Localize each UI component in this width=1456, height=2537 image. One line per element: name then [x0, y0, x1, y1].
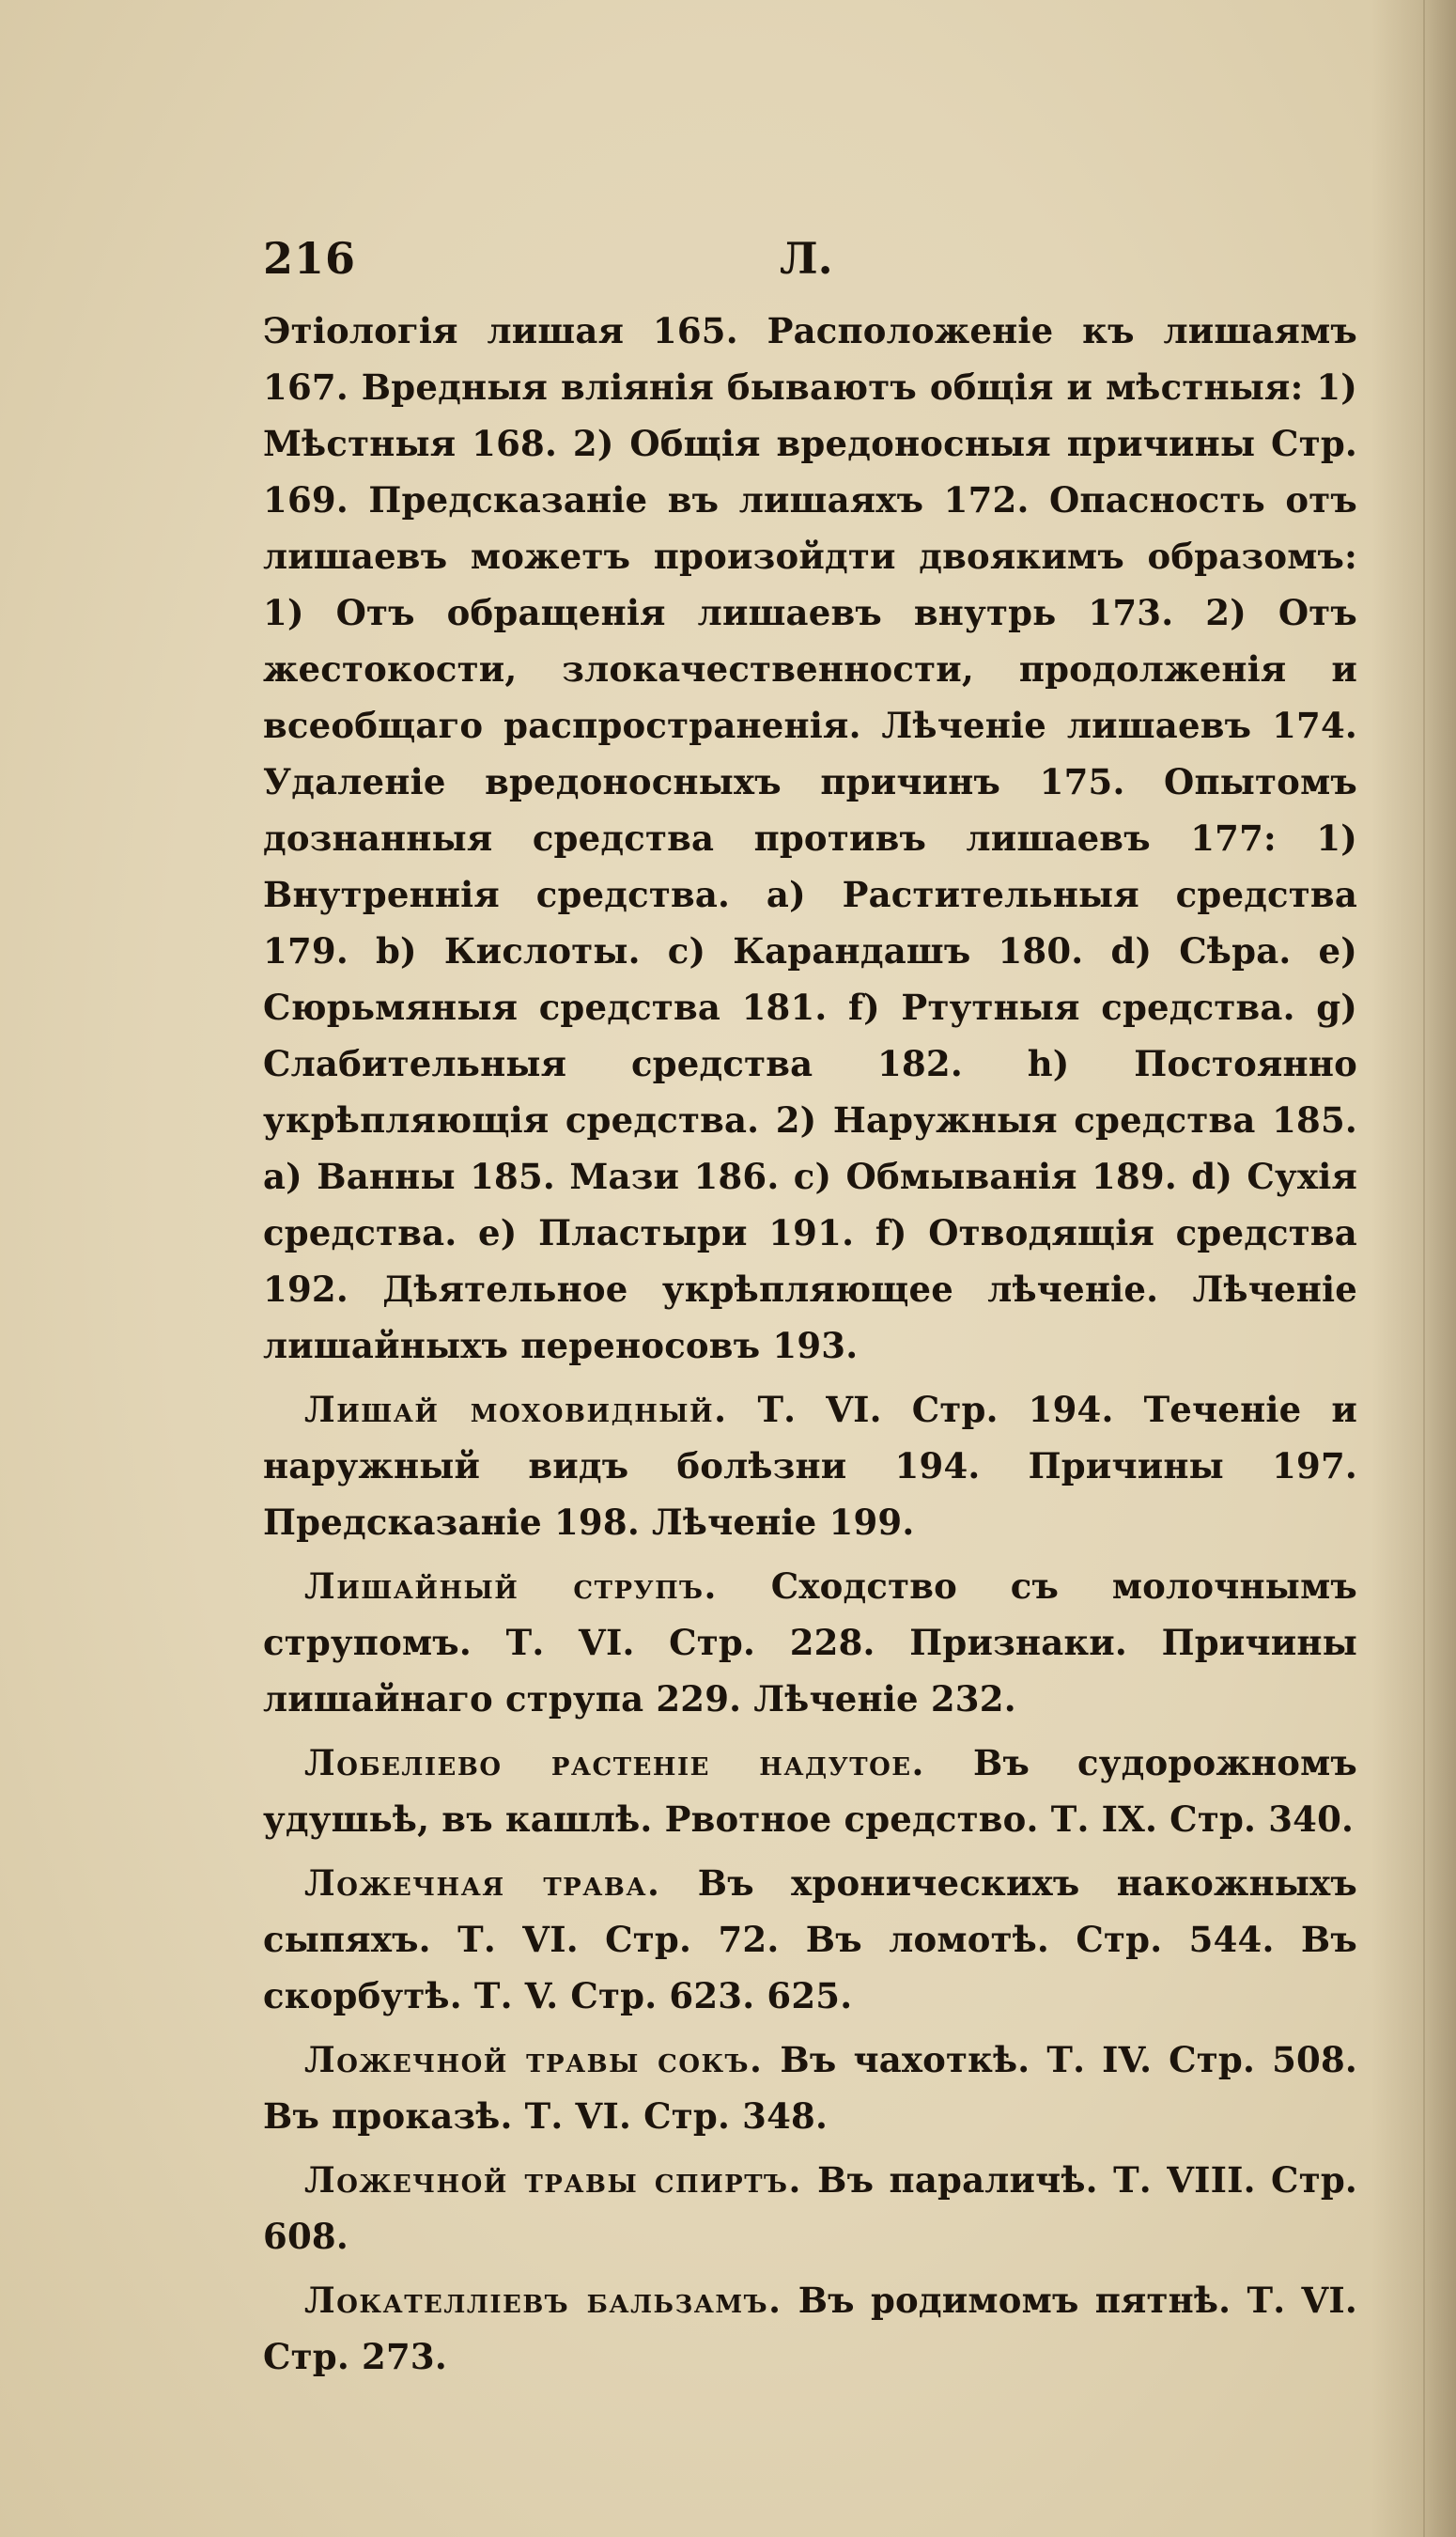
entry-term: Ложечная трава. — [304, 1862, 661, 1904]
entry-text: Въ чахоткѣ. Т. IV. Стр. 508. Въ проказѣ. Т. VI. Стр. 348. — [263, 2039, 1357, 2137]
entry-term: Лишай моховидный. — [304, 1389, 728, 1430]
entry-term: Локателліевъ бальзамъ. — [304, 2280, 782, 2321]
index-entry — [263, 1735, 1357, 1847]
entry-text: Въ родимомъ пятнѣ. Т. VI. Стр. 273. — [263, 2280, 1357, 2377]
entry-term: Лобеліево растеніе надутое. — [304, 1742, 925, 1783]
index-entry — [263, 1558, 1357, 1727]
entry-text: Т. VI. Стр. 194. Теченіе и наружный видъ болѣзни 194. Причины 197. Предсказаніе 198. Лѣченіе 199. — [263, 1389, 1357, 1543]
index-entry — [263, 2272, 1357, 2385]
entry-term: Ложечной травы спиртъ. — [304, 2159, 802, 2201]
index-entry — [263, 2152, 1357, 2265]
entry-term: Ложечной травы сокъ. — [304, 2039, 764, 2080]
entry-text: Въ судорожномъ удушьѣ, въ кашлѣ. Рвотное средство. Т. IX. Стр. 340. — [263, 1742, 1357, 1840]
entry-text: Въ хроническихъ накожныхъ сыпяхъ. Т. VI. Стр. 72. Въ ломотѣ. Стр. 544. Въ скорбутѣ. Т. V. Стр. 623. 625. — [263, 1862, 1357, 2016]
index-entry — [263, 1381, 1357, 1550]
running-head: Л. — [780, 233, 833, 284]
entry-term: Лишайный струпъ. — [304, 1565, 718, 1607]
page-header — [263, 233, 1362, 289]
index-entry — [263, 303, 1357, 1374]
index-entry — [263, 1855, 1357, 2024]
entry-text: Сходство съ молочнымъ струпомъ. Т. VI. Стр. 228. Признаки. Причины лишайнаго струпа 229. Лѣченіе 232. — [263, 1565, 1357, 1720]
entry-text: Этіологія лишая 165. Расположеніе къ лишаямъ 167. Вредныя вліянія бываютъ общія и мѣстныя: 1) Мѣстныя 168. 2) Общія вредоносныя причины Стр. 169. Предсказаніе въ лишаяхъ 172. Опасность отъ лишаевъ можетъ произойдти двоякимъ образомъ: 1) Отъ обращенія лишаевъ внутрь 173. 2) Отъ жестокости, злокачественности, продолженія и всеобщаго распространенія. Лѣченіе лишаевъ 174. Удаленіе вредоносныхъ причинъ 175. Опытомъ дознанныя средства противъ лишаевъ 177: 1) Внутреннія средства. a) Растительныя средства 179. b) Кислоты. c) Карандашъ 180. d) Сѣра. e) Сюрьмяныя средства 181. f) Ртутныя средства. g) Слабительныя средства 182. h) Постоянно укрѣпляющія средства. 2) Наружныя средства 185. a) Ванны 185. Мази 186. c) Обмыванія 189. d) Сухія средства. e) Пластыри 191. f) Отводящія средства 192. Дѣятельное укрѣпляющее лѣченіе. Лѣченіе лишайныхъ переносовъ 193. — [263, 310, 1357, 1366]
index-entry — [263, 2031, 1357, 2144]
index-entries — [263, 303, 1357, 2392]
entry-text: Въ параличѣ. Т. VIII. Стр. 608. — [263, 2159, 1357, 2257]
page-number: 216 — [263, 233, 357, 284]
